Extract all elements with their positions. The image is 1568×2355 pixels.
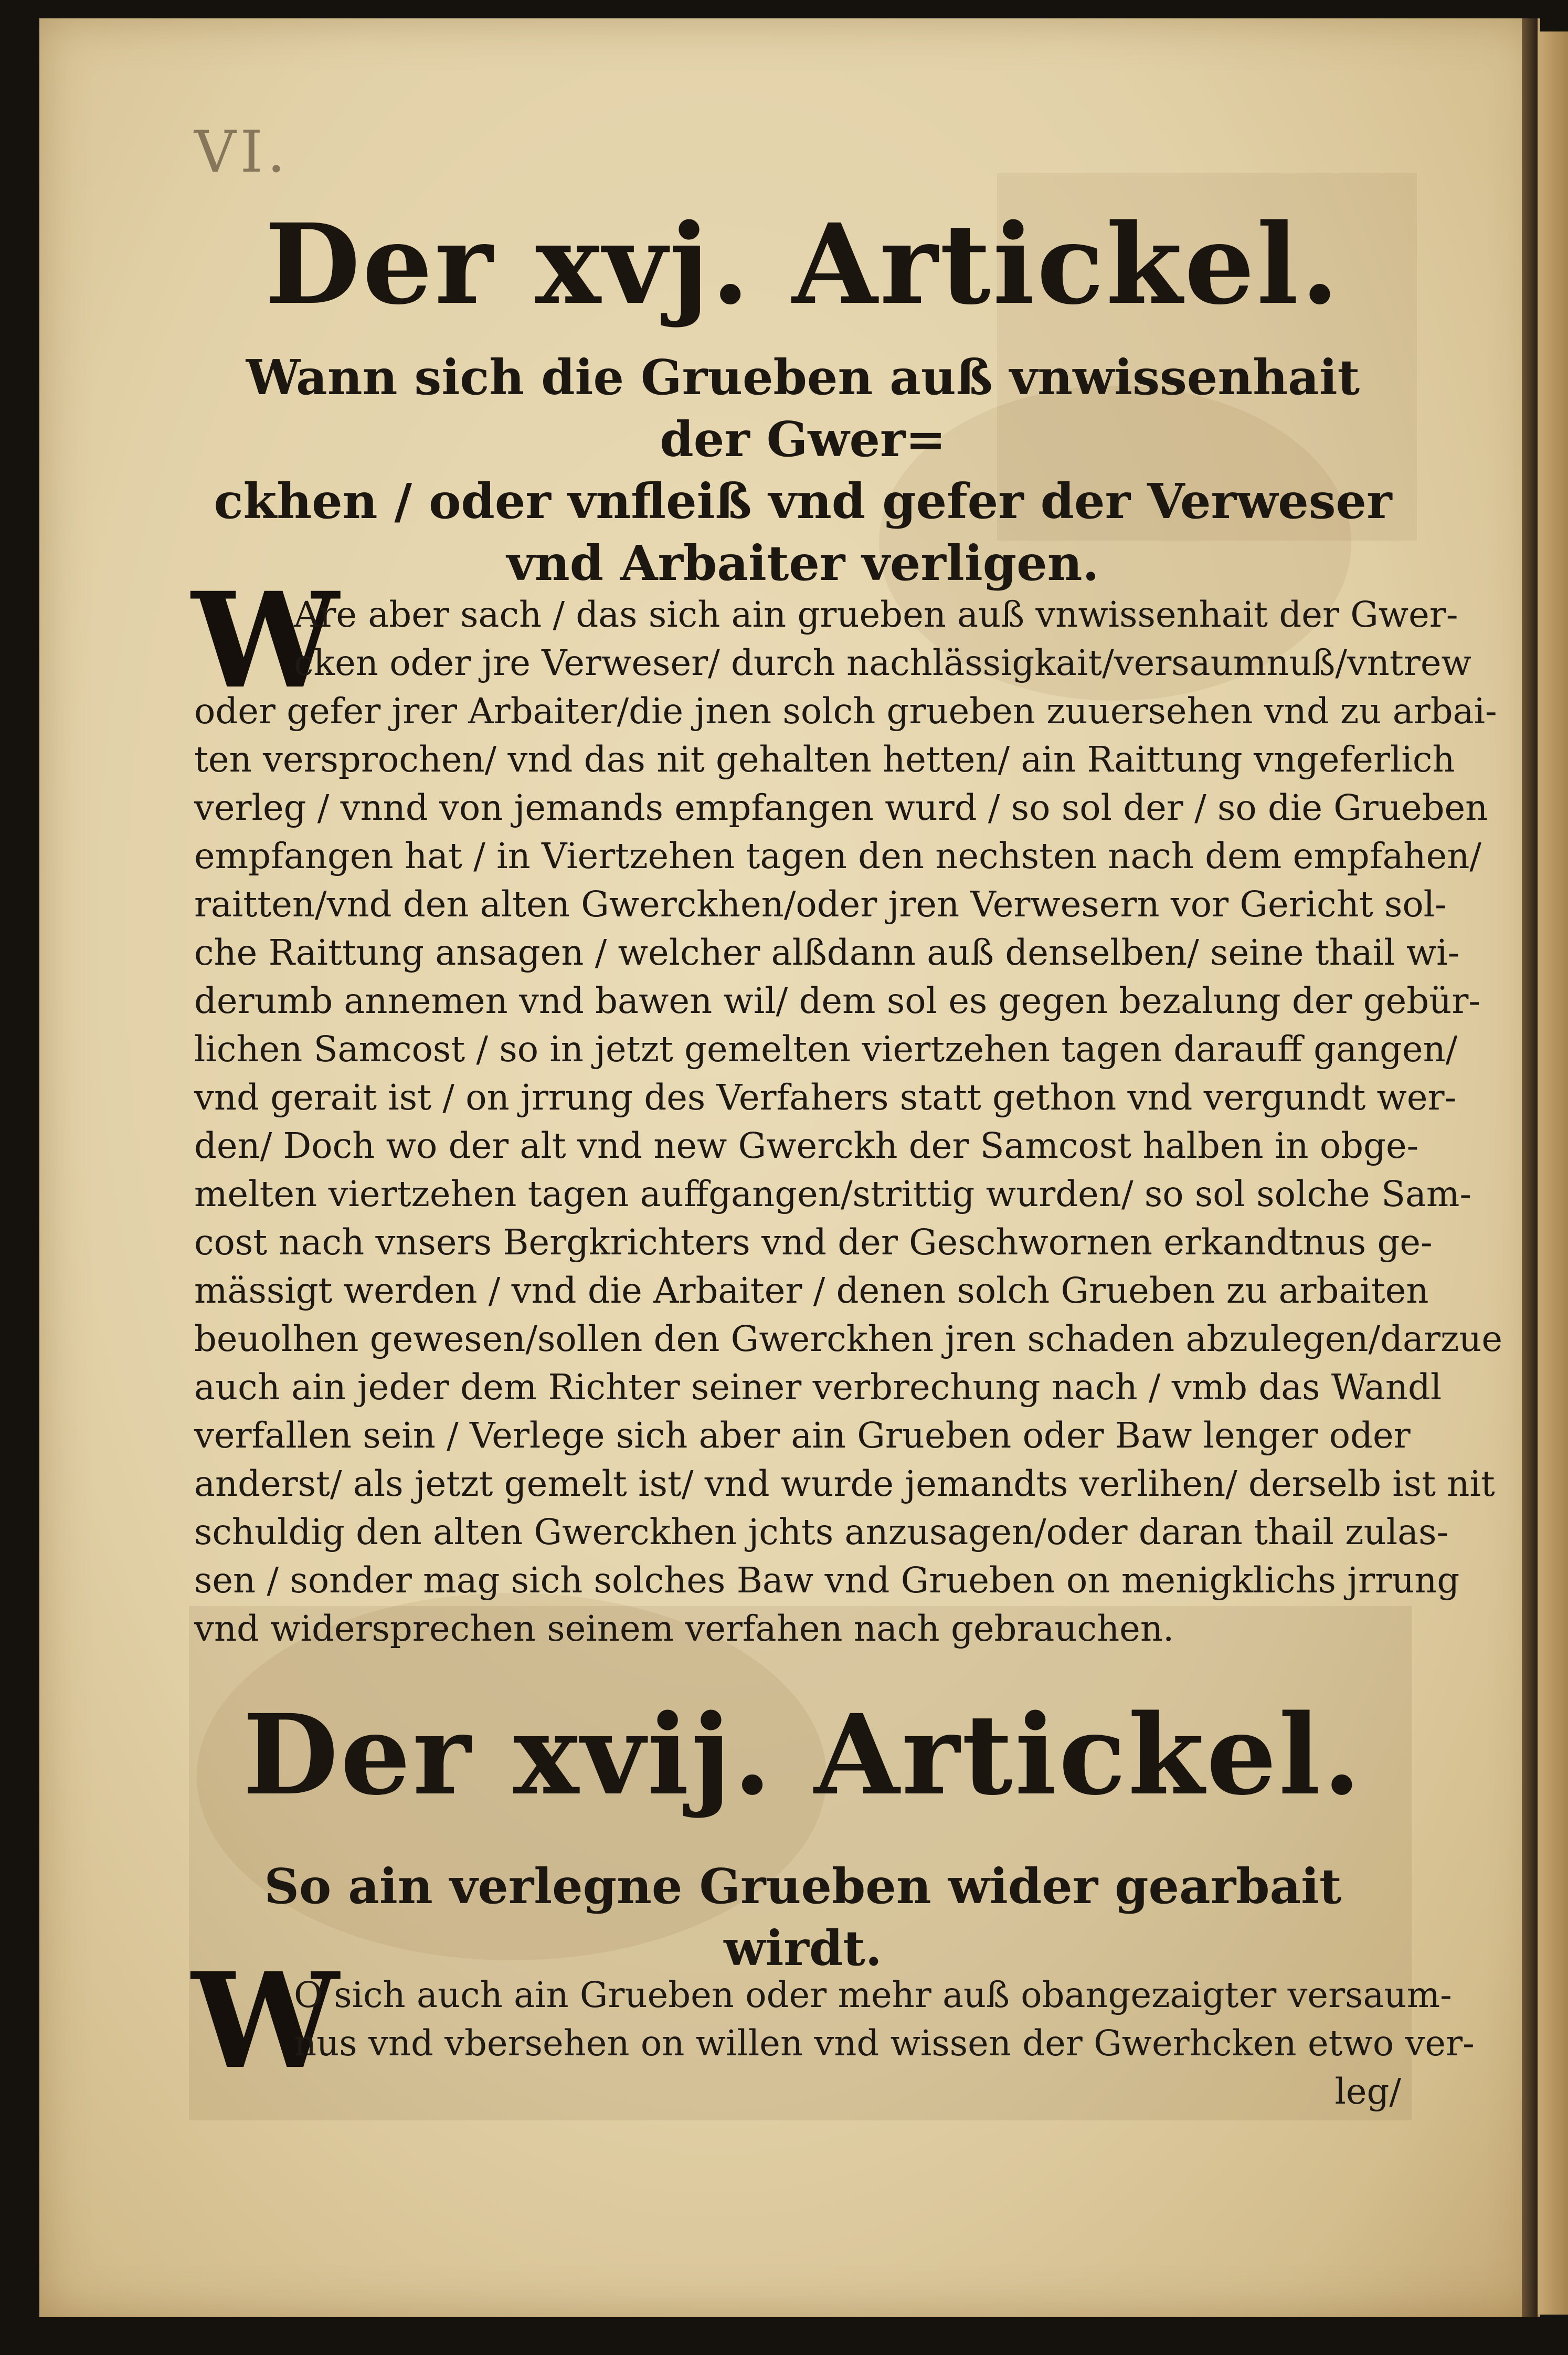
summary-line: vnd Arbaiter verligen. — [506, 535, 1099, 592]
body-line: oder gefer jrer Arbaiter/die jnen solch grueben zuuersehen vnd zu arbai- — [194, 691, 1497, 732]
body-line: ten versprochen/ vnd das nit gehalten hetten/ ain Raittung vngeferlich — [194, 739, 1455, 780]
body-line: anderst/ als jetzt gemelt ist/ vnd wurde jemandts verlihen/ derselb ist nit — [194, 1463, 1495, 1504]
body-line: melten viertzehen tagen auffgangen/strittig wurden/ so sol solche Sam- — [194, 1174, 1472, 1215]
body-line: che Raittung ansagen / welcher alßdann auß denselben/ seine thail wi- — [194, 932, 1460, 973]
body-line: verleg / vnnd von jemands empfangen wurd / so sol der / so die Grueben — [194, 787, 1488, 828]
body-line: auch ain jeder dem Richter seiner verbrechung nach / vmb das Wandl — [194, 1367, 1442, 1408]
body-line: raitten/vnd den alten Gwerckhen/oder jren Verwesern vor Gericht sol- — [194, 884, 1447, 925]
body-line: empfangen hat / in Viertzehen tagen den nechsten nach dem empfahen/ — [194, 836, 1481, 876]
body-line: Are aber sach / das sich ain grueben auß vnwissenhait der Gwer- — [294, 594, 1458, 635]
body-line: schuldig den alten Gwerckhen jchts anzusagen/oder daran thail zulas- — [194, 1512, 1449, 1553]
body-line: verfallen sein / Verlege sich aber ain Grueben oder Baw lenger oder — [194, 1415, 1411, 1456]
article-16-heading: Der xvj. Artickel. — [264, 199, 1341, 329]
summary-line: ckhen / oder vnfleiß vnd gefer der Verweser — [214, 473, 1392, 530]
body-line: sen / sonder mag sich solches Baw vnd Grueben on menigklichs jrrung — [194, 1560, 1460, 1601]
article-17-drop-cap: W — [192, 1944, 339, 2098]
body-line: lichen Samcost / so in jetzt gemelten viertzehen tagen darauff gangen/ — [194, 1029, 1458, 1070]
article-17-heading: Der xvij. Artickel. — [242, 1690, 1363, 1820]
body-line: nus vnd vbersehen on willen vnd wissen der Gwerhcken etwo ver- — [294, 2023, 1475, 2064]
folio-number: VI. — [194, 118, 290, 185]
body-line: vnd widersprechen seinem verfahen nach gebrauchen. — [194, 1608, 1174, 1649]
article-16-drop-cap: W — [192, 563, 339, 717]
summary-line: Wann sich die Grueben auß vnwissenhait der Gwer= — [246, 349, 1360, 468]
body-line: cken oder jre Verweser/ durch nachlässigkait/versaumnuß/vntrew — [294, 642, 1471, 683]
article-17-body — [194, 1971, 1475, 2116]
body-line: beuolhen gewesen/sollen den Gwerckhen jren schaden abzulegen/darzue — [194, 1318, 1503, 1359]
article-16-summary — [199, 346, 1406, 594]
page-gutter — [1522, 18, 1538, 2317]
body-line: derumb annemen vnd bawen wil/ dem sol es gegen bezalung der gebür- — [194, 980, 1480, 1021]
body-line: cost nach vnsers Bergkrichters vnd der Geschwornen erkandtnus ge- — [194, 1222, 1433, 1263]
catchword: leg/ — [1334, 2071, 1401, 2112]
body-line: O sich auch ain Grueben oder mehr auß obangezaigter versaum- — [294, 1974, 1452, 2015]
article-17-summary: So ain verlegne Grueben wider gearbait wirdt. — [264, 1858, 1342, 1977]
body-line: den/ Doch wo der alt vnd new Gwerckh der Samcost halben in obge- — [194, 1125, 1419, 1166]
body-line: vnd gerait ist / on jrrung des Verfahers statt gethon vnd vergundt wer- — [194, 1077, 1457, 1118]
body-line: mässigt werden / vnd die Arbaiter / denen solch Grueben zu arbaiten — [194, 1270, 1429, 1311]
article-16-body — [194, 590, 1503, 1653]
next-page-edge — [1538, 31, 1568, 2315]
